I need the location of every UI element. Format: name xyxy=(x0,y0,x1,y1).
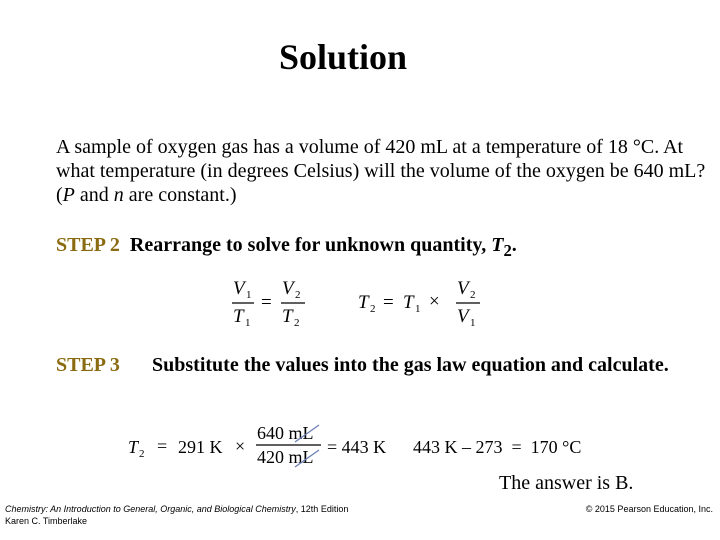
step-2-var: T xyxy=(491,234,504,256)
eq-v2-sub: 2 xyxy=(295,289,301,301)
eq2-v1-sub: 1 xyxy=(470,317,476,329)
eq2-t1-sub: 1 xyxy=(415,303,421,315)
calc-t2-sub: 2 xyxy=(139,448,145,460)
footer-citation xyxy=(5,503,348,527)
slide-title: Solution xyxy=(278,37,408,77)
footer-author: Karen C. Timberlake xyxy=(5,516,88,526)
eq2-t1: T xyxy=(403,292,414,313)
step-3-text: Substitute the values into the gas law equation and calculate. xyxy=(152,354,669,376)
eq-v1: V xyxy=(233,278,245,299)
calc-result: = 443 K xyxy=(327,437,387,457)
eq2-t2-sub: 2 xyxy=(370,303,376,315)
calculation-equation xyxy=(125,422,605,470)
eq-t2: T xyxy=(282,306,293,327)
eq-v1-sub: 1 xyxy=(246,289,252,301)
eq-v2: V xyxy=(282,278,294,299)
calc-t2: T xyxy=(128,437,139,457)
variable-p: P xyxy=(62,184,75,206)
step-2-sub: 2 xyxy=(503,241,512,260)
footer-edition: , 12th Edition xyxy=(295,504,349,514)
step-2-end: . xyxy=(511,234,517,256)
problem-text-1: A sample of oxygen gas has a volume of 420 mL at a temperature of 18 °C. At what temperature (in degrees Celsius) will the volume of the oxygen be 640 mL? ( xyxy=(56,136,706,206)
eq-t1: T xyxy=(233,306,244,327)
eq2-v2: V xyxy=(457,278,469,299)
step-2-heading xyxy=(56,233,517,263)
variable-n: n xyxy=(113,184,124,206)
eq2-equals: = xyxy=(383,292,394,313)
problem-text-2: are constant.) xyxy=(123,184,237,206)
eq-equals: = xyxy=(261,292,272,313)
calc-291: 291 K xyxy=(178,437,223,457)
calc-celsius: 443 K – 273 = 170 °C xyxy=(413,437,582,457)
eq2-times: × xyxy=(429,291,440,312)
calc-equals: = xyxy=(157,436,168,456)
answer-text: The answer is B. xyxy=(499,472,634,494)
calc-numerator: 640 mL xyxy=(257,423,314,443)
eq2-t2: T xyxy=(358,292,369,313)
problem-and: and xyxy=(74,184,114,206)
eq-t1-sub: 1 xyxy=(245,317,251,329)
footer-copyright: © 2015 Pearson Education, Inc. xyxy=(585,504,713,514)
eq2-v1: V xyxy=(457,306,469,327)
footer-book-title: Chemistry: An Introduction to General, Organic, and Biological Chemistry xyxy=(5,504,296,514)
calc-times: × xyxy=(235,436,246,456)
step-2-label: STEP 2 xyxy=(56,234,120,256)
step-2-text: Rearrange to solve for unknown quantity, xyxy=(129,234,492,256)
calc-denominator: 420 mL xyxy=(257,447,314,467)
eq2-v2-sub: 2 xyxy=(470,289,476,301)
step-3-label: STEP 3 xyxy=(56,354,120,376)
eq-t2-sub: 2 xyxy=(294,317,300,329)
rearranged-equation xyxy=(228,274,488,330)
problem-statement xyxy=(56,135,706,207)
